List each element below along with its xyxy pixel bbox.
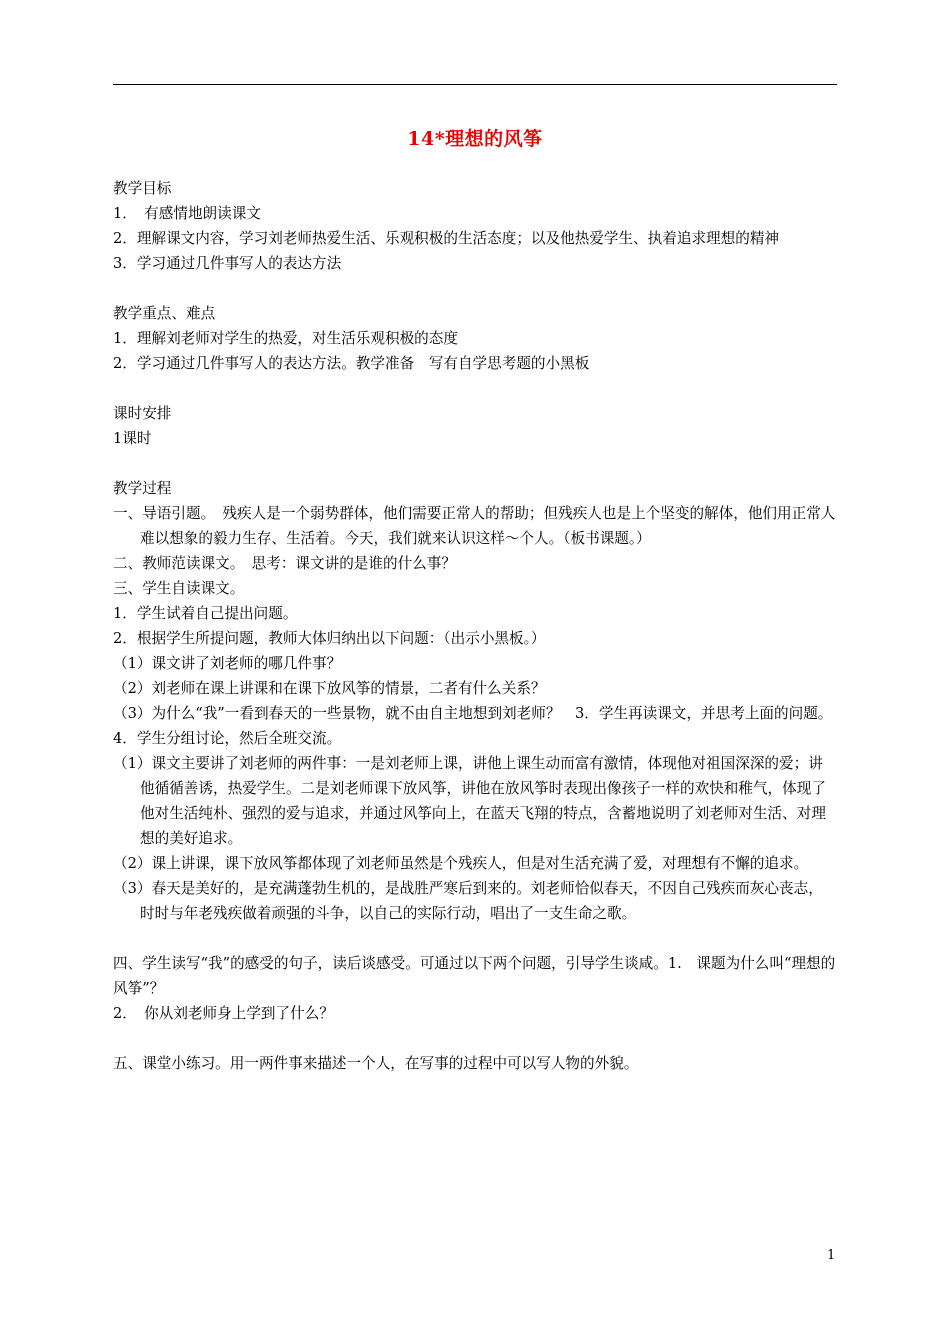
process-item: （3）春天是美好的，是充满蓬勃生机的，是战胜严寒后到来的。刘老师恰似春天，不因自己残疾而灰心丧志，时时与年老残疾做着顽强的斗争，以自己的实际行动，唱出了一支生命之歌。 bbox=[113, 880, 823, 922]
process-item: 三、学生自读课文。 bbox=[113, 580, 245, 597]
goals-heading: 教学目标 bbox=[113, 180, 172, 197]
process-heading: 教学过程 bbox=[113, 480, 172, 497]
process-item: 4．学生分组讨论，然后全班交流。 bbox=[113, 730, 342, 747]
document-title: 14*理想的风筝 bbox=[407, 128, 543, 150]
process-item: 1．学生试着自己提出问题。 bbox=[113, 605, 298, 622]
schedule-heading: 课时安排 bbox=[113, 405, 172, 422]
goal-item: 2．理解课文内容，学习刘老师热爱生活、乐观积极的生活态度；以及他热爱学生、执着追求理想的精神 bbox=[113, 230, 780, 247]
process-item: （1）课文讲了刘老师的哪几件事？ bbox=[113, 655, 342, 672]
key-point-item: 1．理解刘老师对学生的热爱，对生活乐观积极的态度 bbox=[113, 330, 458, 347]
goal-item: 1． 有感情地朗读课文 bbox=[113, 205, 261, 222]
process-item: （2）刘老师在课上讲课和在课下放风筝的情景，二者有什么关系？ bbox=[113, 680, 546, 697]
process-item: 2．根据学生所提问题，教师大体归纳出以下问题：（出示小黑板。） bbox=[113, 630, 546, 647]
goal-item: 3．学习通过几件事写人的表达方法 bbox=[113, 255, 342, 272]
key-points-heading: 教学重点、难点 bbox=[113, 305, 216, 322]
process-item: （1）课文主要讲了刘老师的两件事：一是刘老师上课，讲他上课生动而富有激情，体现他对祖国深深的爱；讲他循循善诱，热爱学生。二是刘老师课下放风筝，讲他在放风筝时表现出像孩子一样的欢快和稚气，体现了他对生活纯朴、强烈的爱与追求，并通过风筝向上，在蓝天飞翔的特点，含蓄地说明了刘老师对生活、对理想的美好追求。 bbox=[113, 755, 826, 847]
process-item: （3）为什么“我”一看到春天的一些景物，就不由自主地想到刘老师？ 3．学生再读课文，并思考上面的问题。 bbox=[113, 705, 833, 722]
process-item: 二、教师范读课文。 思考：课文讲的是谁的什么事？ bbox=[113, 555, 456, 572]
document-body bbox=[113, 176, 837, 1076]
schedule-value: 1课时 bbox=[113, 430, 152, 447]
process-item: 一、导语引题。 残疾人是一个弱势群体，他们需要正常人的帮助；但残疾人也是上个坚变的解体，他们用正常人难以想象的毅力生存、生活着。今天，我们就来认识这样～个人。（板书课题。） bbox=[113, 505, 836, 547]
process-item: （2）课上讲课，课下放风筝都体现了刘老师虽然是个残疾人，但是对生活充满了爱，对理想有不懈的追求。 bbox=[113, 855, 809, 872]
key-point-item: 2．学习通过几件事写人的表达方法。教学准备 写有自学思考题的小黑板 bbox=[113, 355, 590, 372]
section4-item: 四、学生读写“我”的感受的句子，读后谈感受。可通过以下两个问题，引导学生谈咸。1. 课题为什么叫“理想的风筝”？ bbox=[113, 955, 836, 997]
page-number: 1 bbox=[827, 1248, 836, 1263]
header-rule bbox=[113, 84, 837, 85]
section5-text: 五、课堂小练习。用一两件事来描述一个人，在写事的过程中可以写人物的外貌。 bbox=[113, 1055, 639, 1072]
section4-item: 2． 你从刘老师身上学到了什么？ bbox=[113, 1005, 334, 1022]
